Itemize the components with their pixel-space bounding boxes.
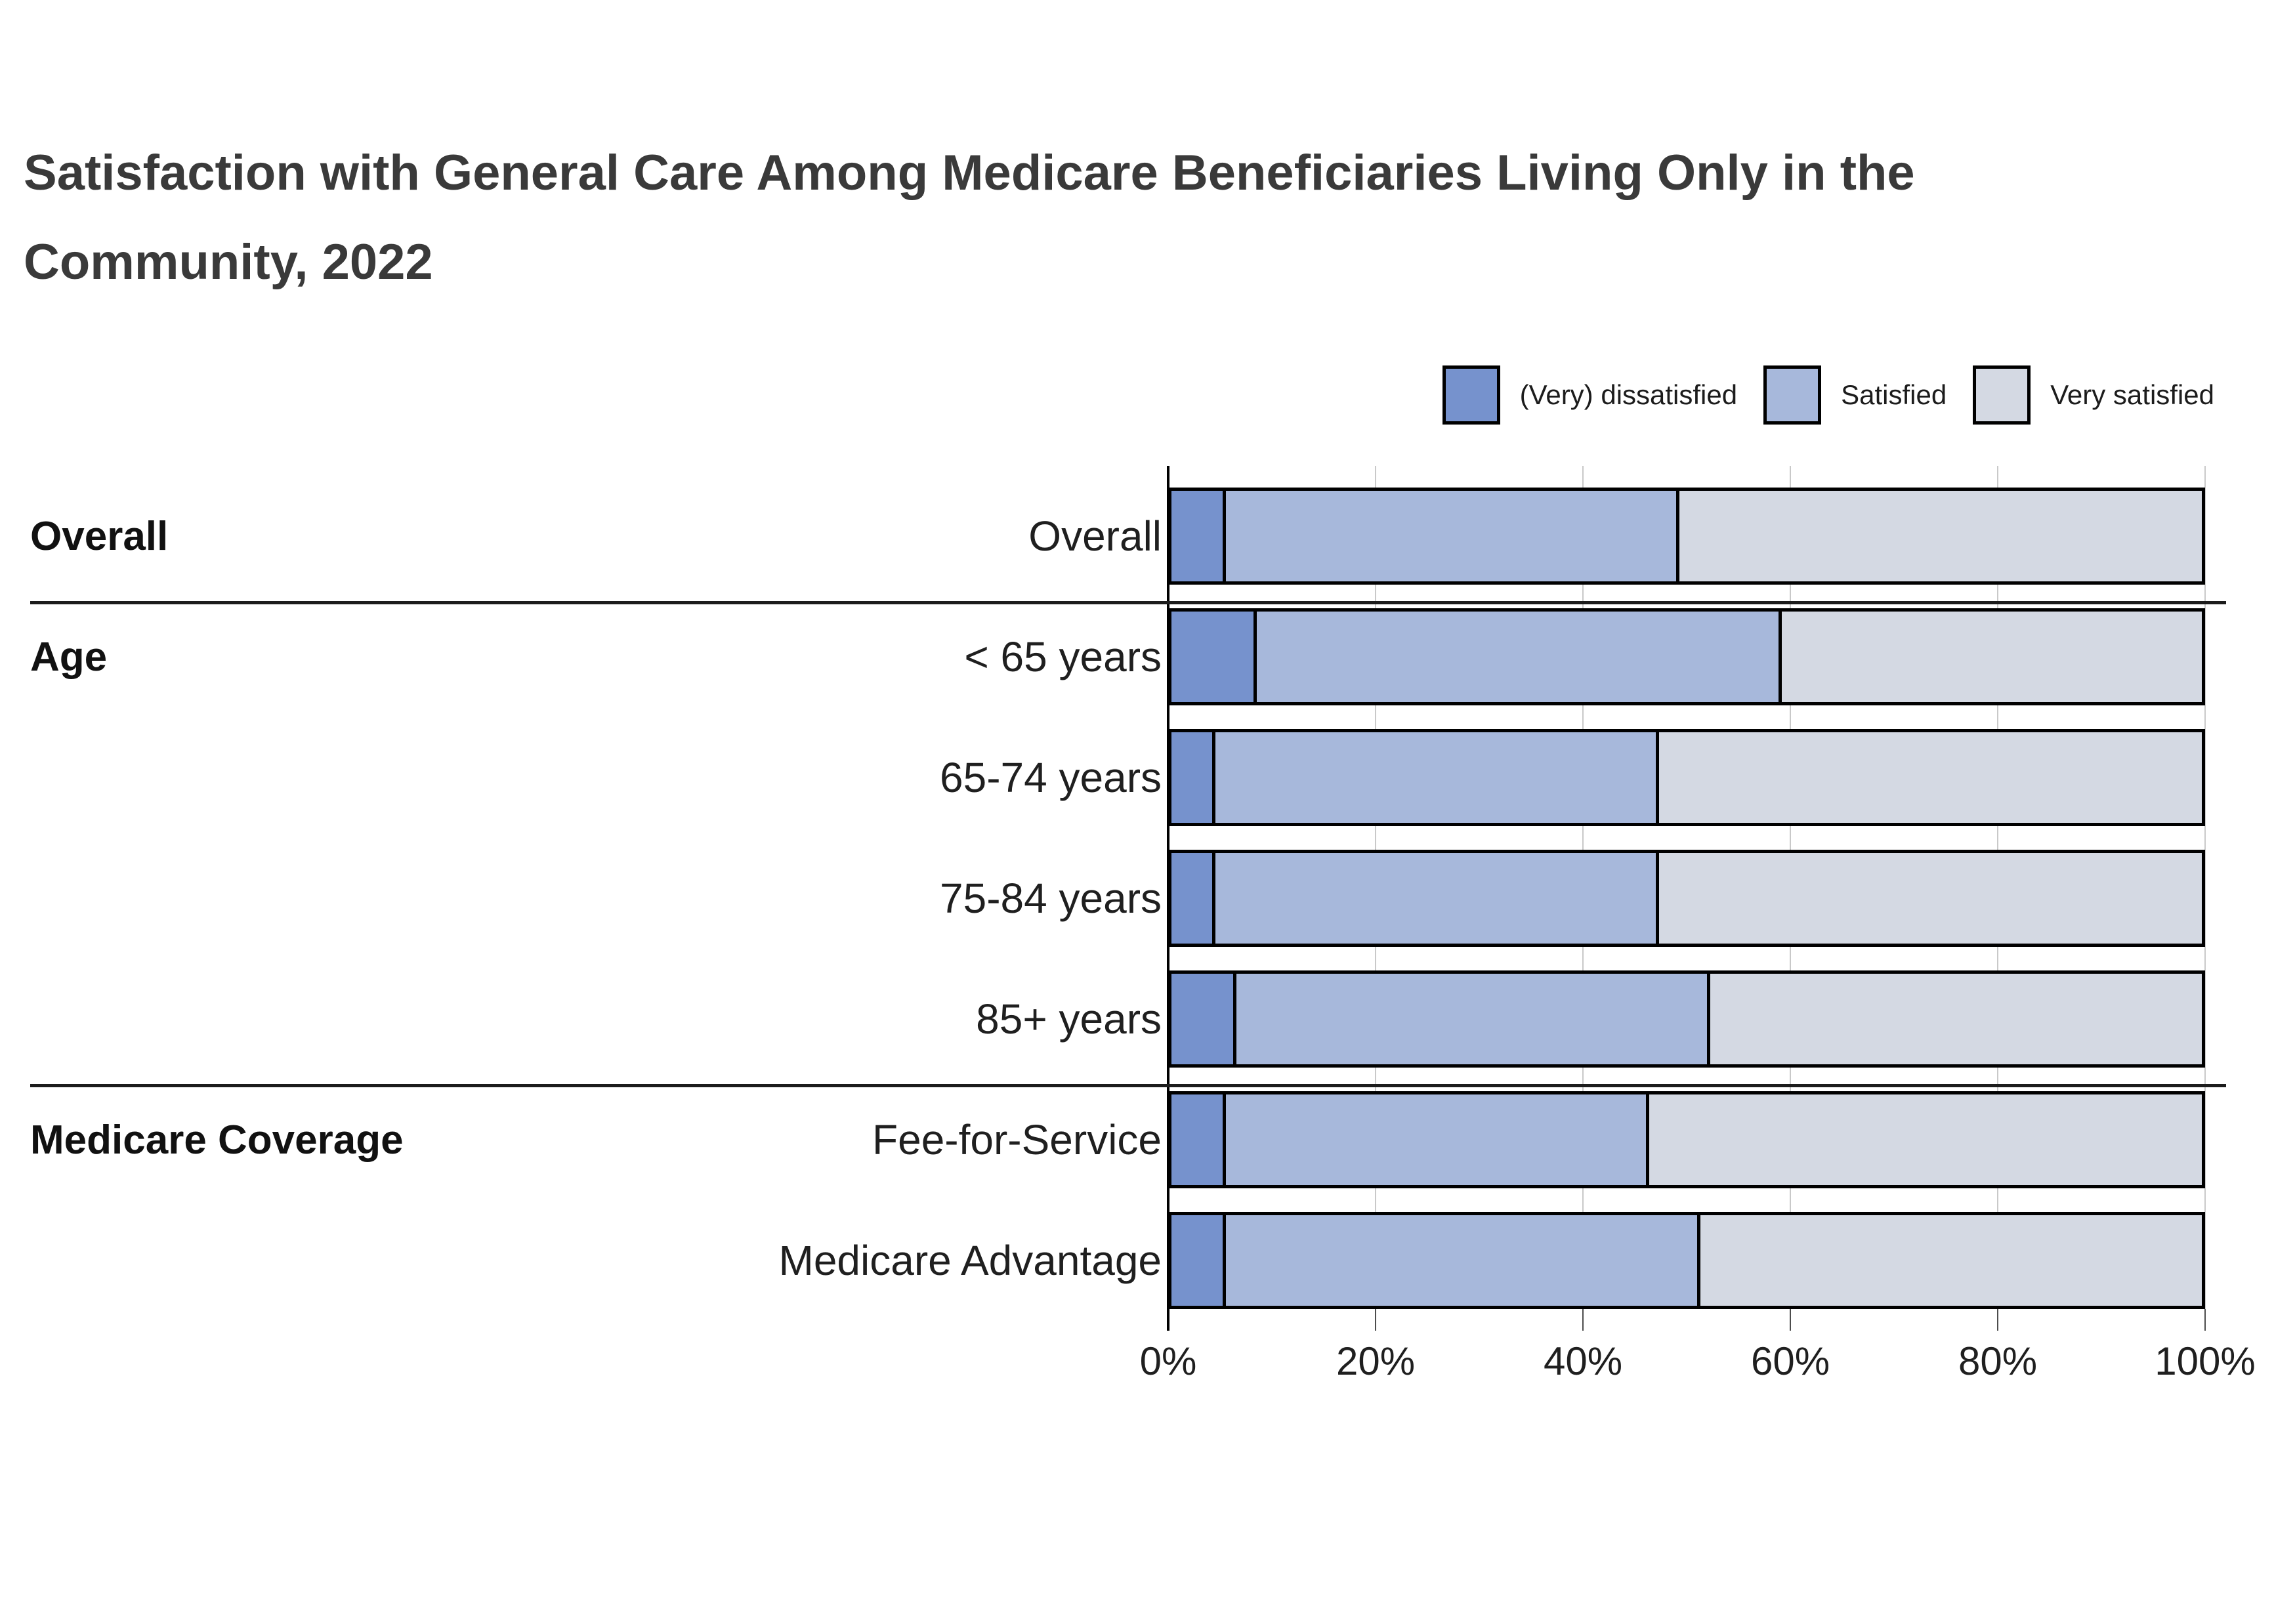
stacked-bar-row bbox=[1168, 729, 2205, 826]
row-label: 75-84 years bbox=[940, 875, 1162, 922]
bar-segment-satisfied bbox=[1223, 1094, 1646, 1185]
legend-label: Satisfied bbox=[1841, 379, 1947, 410]
row-label: Medicare Advantage bbox=[778, 1237, 1162, 1284]
row-label: Fee-for-Service bbox=[872, 1116, 1162, 1163]
bar-segment-very-satisfied bbox=[1676, 491, 2202, 581]
bar-segment--very-dissatisfied bbox=[1171, 732, 1212, 823]
bar-segment-satisfied bbox=[1233, 974, 1708, 1064]
bar-segment-satisfied bbox=[1212, 732, 1656, 823]
stacked-bar-row bbox=[1168, 850, 2205, 947]
row-label: 65-74 years bbox=[940, 754, 1162, 801]
stacked-bar-row bbox=[1168, 488, 2205, 585]
bar-segment--very-dissatisfied bbox=[1171, 1215, 1223, 1306]
x-tick-label: 20% bbox=[1336, 1339, 1416, 1383]
bar-segment-very-satisfied bbox=[1646, 1094, 2202, 1185]
stacked-bar-row bbox=[1168, 1091, 2205, 1188]
bar-segment-satisfied bbox=[1223, 491, 1676, 581]
section-label: Age bbox=[30, 634, 108, 680]
x-tick-label: 60% bbox=[1750, 1339, 1830, 1383]
bar-segment-very-satisfied bbox=[1656, 853, 2202, 944]
x-tick-label: 80% bbox=[1958, 1339, 2038, 1383]
bar-segment--very-dissatisfied bbox=[1171, 853, 1212, 944]
legend-label: Very satisfied bbox=[2050, 379, 2214, 410]
bar-segment-very-satisfied bbox=[1656, 732, 2202, 823]
x-tick-label: 100% bbox=[2155, 1339, 2256, 1383]
x-axis-tick bbox=[1790, 1309, 1791, 1331]
bar-segment-satisfied bbox=[1253, 612, 1779, 702]
x-tick-label: 0% bbox=[1139, 1339, 1197, 1383]
section-separator bbox=[30, 601, 2226, 604]
bar-segment--very-dissatisfied bbox=[1171, 612, 1253, 702]
bar-segment--very-dissatisfied bbox=[1171, 1094, 1223, 1185]
section-label: Overall bbox=[30, 513, 169, 559]
bar-segment--very-dissatisfied bbox=[1171, 491, 1223, 581]
row-label: < 65 years bbox=[964, 633, 1162, 680]
bar-segment--very-dissatisfied bbox=[1171, 974, 1233, 1064]
row-label: Overall bbox=[1028, 512, 1162, 560]
x-axis-tick bbox=[2204, 1309, 2206, 1331]
chart-title-line2: Community, 2022 bbox=[24, 234, 433, 290]
bar-segment-satisfied bbox=[1212, 853, 1656, 944]
bar-segment-very-satisfied bbox=[1697, 1215, 2202, 1306]
legend-label: (Very) dissatisfied bbox=[1519, 379, 1738, 410]
chart-title-line1: Satisfaction with General Care Among Medicare Beneficiaries Living Only in the bbox=[24, 145, 1915, 201]
stacked-bar-row bbox=[1168, 970, 2205, 1068]
bar-segment-satisfied bbox=[1223, 1215, 1697, 1306]
x-axis-tick bbox=[1582, 1309, 1584, 1331]
x-tick-label: 40% bbox=[1543, 1339, 1623, 1383]
bar-segment-very-satisfied bbox=[1707, 974, 2202, 1064]
stacked-bar-row bbox=[1168, 608, 2205, 705]
row-label: 85+ years bbox=[976, 995, 1162, 1043]
x-axis-tick bbox=[1997, 1309, 1998, 1331]
bar-segment-very-satisfied bbox=[1779, 612, 2202, 702]
section-separator bbox=[30, 1084, 2226, 1087]
stacked-bar-row bbox=[1168, 1212, 2205, 1309]
section-label: Medicare Coverage bbox=[30, 1117, 404, 1163]
x-axis-tick bbox=[1375, 1309, 1376, 1331]
